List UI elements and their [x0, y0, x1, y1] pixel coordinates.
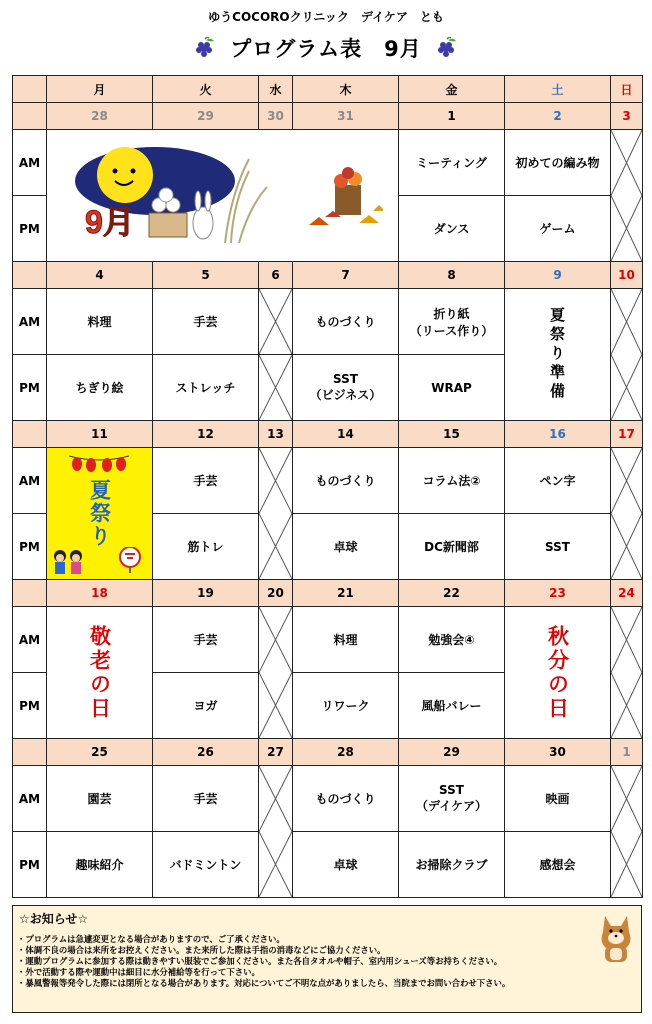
closed-cell	[259, 448, 293, 580]
program-cell: ものづくり	[293, 766, 399, 832]
program-cell: ゲーム	[505, 196, 611, 262]
date-cell: 26	[153, 739, 259, 766]
notice-line: ・運動プログラムに参加する際は動きやすい服装でご参加ください。また各自タオルや帽子、室内用シューズ等お持ちください。	[17, 956, 503, 966]
program-vertical-text: 夏祭り準備	[548, 307, 566, 402]
am-label: AM	[13, 607, 47, 673]
cross-mark-icon	[259, 289, 292, 354]
closed-cell	[611, 289, 643, 421]
weekday-fri: 金	[399, 76, 505, 103]
date-cell: 28	[293, 739, 399, 766]
festival-fan-icon	[118, 547, 142, 573]
pm-label: PM	[13, 832, 47, 898]
date-cell: 2	[505, 103, 611, 130]
program-cell: SST	[505, 514, 611, 580]
moon-icon	[97, 147, 153, 203]
weekday-tue: 火	[153, 76, 259, 103]
program-calendar	[12, 75, 643, 898]
clinic-name: ゆうCOCOROクリニック デイケア とも	[208, 10, 444, 24]
date-corner	[13, 103, 47, 130]
date-cell: 29	[399, 739, 505, 766]
date-corner	[13, 262, 47, 289]
autumn-stump-icon	[335, 185, 361, 215]
tsukimi-illustration	[63, 133, 383, 255]
cross-mark-icon	[259, 607, 292, 738]
pm-label: PM	[13, 673, 47, 739]
date-cell: 17	[611, 421, 643, 448]
program-cell: DC新聞部	[399, 514, 505, 580]
holiday-cell	[47, 607, 153, 739]
program-cell: 筋トレ	[153, 514, 259, 580]
pm-label: PM	[13, 355, 47, 421]
program-cell: 風船バレー	[399, 673, 505, 739]
am-label: AM	[13, 130, 47, 196]
date-cell: 20	[259, 580, 293, 607]
date-cell: 4	[47, 262, 153, 289]
am-label: AM	[13, 448, 47, 514]
notice-list	[17, 934, 607, 989]
date-cell: 15	[399, 421, 505, 448]
program-line: SST	[333, 372, 358, 386]
am-row	[13, 289, 643, 355]
program-cell: ストレッチ	[153, 355, 259, 421]
program-cell: ものづくり	[293, 289, 399, 355]
program-cell: 手芸	[153, 289, 259, 355]
program-line: （デイケア）	[416, 799, 487, 813]
date-cell: 19	[153, 580, 259, 607]
date-corner	[13, 739, 47, 766]
closed-cell	[259, 607, 293, 739]
cross-mark-icon	[259, 355, 292, 420]
notice-line: ・外で活動する際や運動中は細目に水分補給等を行って下さい。	[17, 967, 260, 977]
pm-label: PM	[13, 196, 47, 262]
date-cell: 9	[505, 262, 611, 289]
date-cell: 28	[47, 103, 153, 130]
program-cell: お掃除クラブ	[399, 832, 505, 898]
date-cell: 5	[153, 262, 259, 289]
program-cell: ダンス	[399, 196, 505, 262]
notice-line: ・プログラムは急遽変更となる場合がありますので、ご了承ください。	[17, 934, 285, 944]
date-cell: 27	[259, 739, 293, 766]
date-cell: 14	[293, 421, 399, 448]
date-cell: 11	[47, 421, 153, 448]
program-cell: 手芸	[153, 448, 259, 514]
natsumatsuri-cell	[47, 448, 153, 580]
notice-line: ・体調不良の場合は来所をお控えください。また来所した際は手指の消毒などにご協力ください。	[17, 945, 386, 955]
closed-cell	[611, 766, 643, 898]
date-cell: 3	[611, 103, 643, 130]
date-corner	[13, 580, 47, 607]
am-row	[13, 448, 643, 514]
program-cell	[399, 289, 505, 355]
program-cell: 感想会	[505, 832, 611, 898]
program-cell: ミーティング	[399, 130, 505, 196]
am-row	[13, 130, 643, 196]
cross-mark-icon	[259, 448, 292, 579]
date-cell: 30	[505, 739, 611, 766]
page-title: プログラム表 9月	[230, 37, 422, 61]
natsumatsuri-text: 夏祭り	[87, 479, 112, 548]
banner-month-text: 9月	[84, 204, 135, 240]
shiba-dog-icon	[597, 912, 635, 964]
am-row	[13, 766, 643, 832]
program-cell: 卓球	[293, 514, 399, 580]
program-cell: 手芸	[153, 607, 259, 673]
closed-cell	[611, 607, 643, 739]
grape-icon	[436, 37, 458, 59]
program-cell: 映画	[505, 766, 611, 832]
date-cell: 7	[293, 262, 399, 289]
holiday-text: 敬老の日	[87, 624, 112, 721]
program-cell: ちぎり絵	[47, 355, 153, 421]
program-cell: 勉強会④	[399, 607, 505, 673]
closed-cell	[259, 355, 293, 421]
program-line: 折り紙	[433, 306, 470, 321]
program-cell: 卓球	[293, 832, 399, 898]
date-cell: 12	[153, 421, 259, 448]
date-cell: 16	[505, 421, 611, 448]
closed-cell	[611, 448, 643, 580]
program-cell: WRAP	[399, 355, 505, 421]
program-cell: ものづくり	[293, 448, 399, 514]
date-row	[13, 580, 643, 607]
program-cell: 料理	[293, 607, 399, 673]
program-cell	[293, 355, 399, 421]
date-cell: 25	[47, 739, 153, 766]
cross-mark-icon	[611, 766, 642, 897]
holiday-cell	[505, 607, 611, 739]
weekday-sun: 日	[611, 76, 643, 103]
children-icon	[51, 549, 85, 575]
program-line: （ビジネス）	[309, 388, 382, 402]
corner-cell	[13, 76, 47, 103]
weekday-sat: 土	[505, 76, 611, 103]
date-cell: 1	[399, 103, 505, 130]
date-cell: 30	[259, 103, 293, 130]
program-cell: 料理	[47, 289, 153, 355]
lantern-icon	[69, 452, 129, 474]
date-row	[13, 739, 643, 766]
date-cell: 22	[399, 580, 505, 607]
program-line: （リース作り）	[409, 323, 494, 338]
date-cell: 8	[399, 262, 505, 289]
notice-title: ☆お知らせ☆	[19, 912, 89, 926]
closed-cell	[611, 130, 643, 262]
program-cell: 初めての編み物	[505, 130, 611, 196]
title-row	[0, 34, 652, 62]
date-cell: 21	[293, 580, 399, 607]
program-cell: ヨガ	[153, 673, 259, 739]
program-cell: 手芸	[153, 766, 259, 832]
program-cell: リワーク	[293, 673, 399, 739]
cross-mark-icon	[611, 448, 642, 579]
date-cell: 31	[293, 103, 399, 130]
grape-icon	[194, 37, 216, 59]
rabbit-icon	[193, 207, 213, 239]
pm-row	[13, 832, 643, 898]
weekday-wed: 水	[259, 76, 293, 103]
am-row	[13, 607, 643, 673]
program-cell	[399, 766, 505, 832]
date-cell: 23	[505, 580, 611, 607]
date-cell: 18	[47, 580, 153, 607]
date-cell: 29	[153, 103, 259, 130]
am-label: AM	[13, 766, 47, 832]
closed-cell	[259, 766, 293, 898]
weekday-mon: 月	[47, 76, 153, 103]
date-cell: 24	[611, 580, 643, 607]
date-cell: 1	[611, 739, 643, 766]
date-row	[13, 262, 643, 289]
am-label: AM	[13, 289, 47, 355]
holiday-text: 秋分の日	[545, 624, 570, 721]
notice-box	[12, 905, 642, 1013]
weekday-header-row	[13, 76, 643, 103]
program-line: SST	[439, 783, 464, 797]
weekday-thu: 木	[293, 76, 399, 103]
merged-program-cell	[505, 289, 611, 421]
date-corner	[13, 421, 47, 448]
date-row	[13, 421, 643, 448]
date-cell: 10	[611, 262, 643, 289]
program-cell: ペン字	[505, 448, 611, 514]
program-cell: バドミントン	[153, 832, 259, 898]
date-cell: 6	[259, 262, 293, 289]
date-cell: 13	[259, 421, 293, 448]
closed-cell	[259, 289, 293, 355]
tsukimi-dango-icon	[149, 213, 187, 237]
tsukimi-banner	[47, 130, 399, 262]
cross-mark-icon	[259, 766, 292, 897]
date-row	[13, 103, 643, 130]
cross-mark-icon	[611, 607, 642, 738]
program-cell: コラム法②	[399, 448, 505, 514]
cross-mark-icon	[611, 130, 642, 261]
program-cell: 園芸	[47, 766, 153, 832]
cross-mark-icon	[611, 289, 642, 420]
program-cell: 趣味紹介	[47, 832, 153, 898]
pm-label: PM	[13, 514, 47, 580]
notice-line: ・暴風警報等発令した際には閉所となる場合があります。対応についてご不明な点がありましたら、当院までお問い合わせ下さい。	[17, 978, 511, 988]
